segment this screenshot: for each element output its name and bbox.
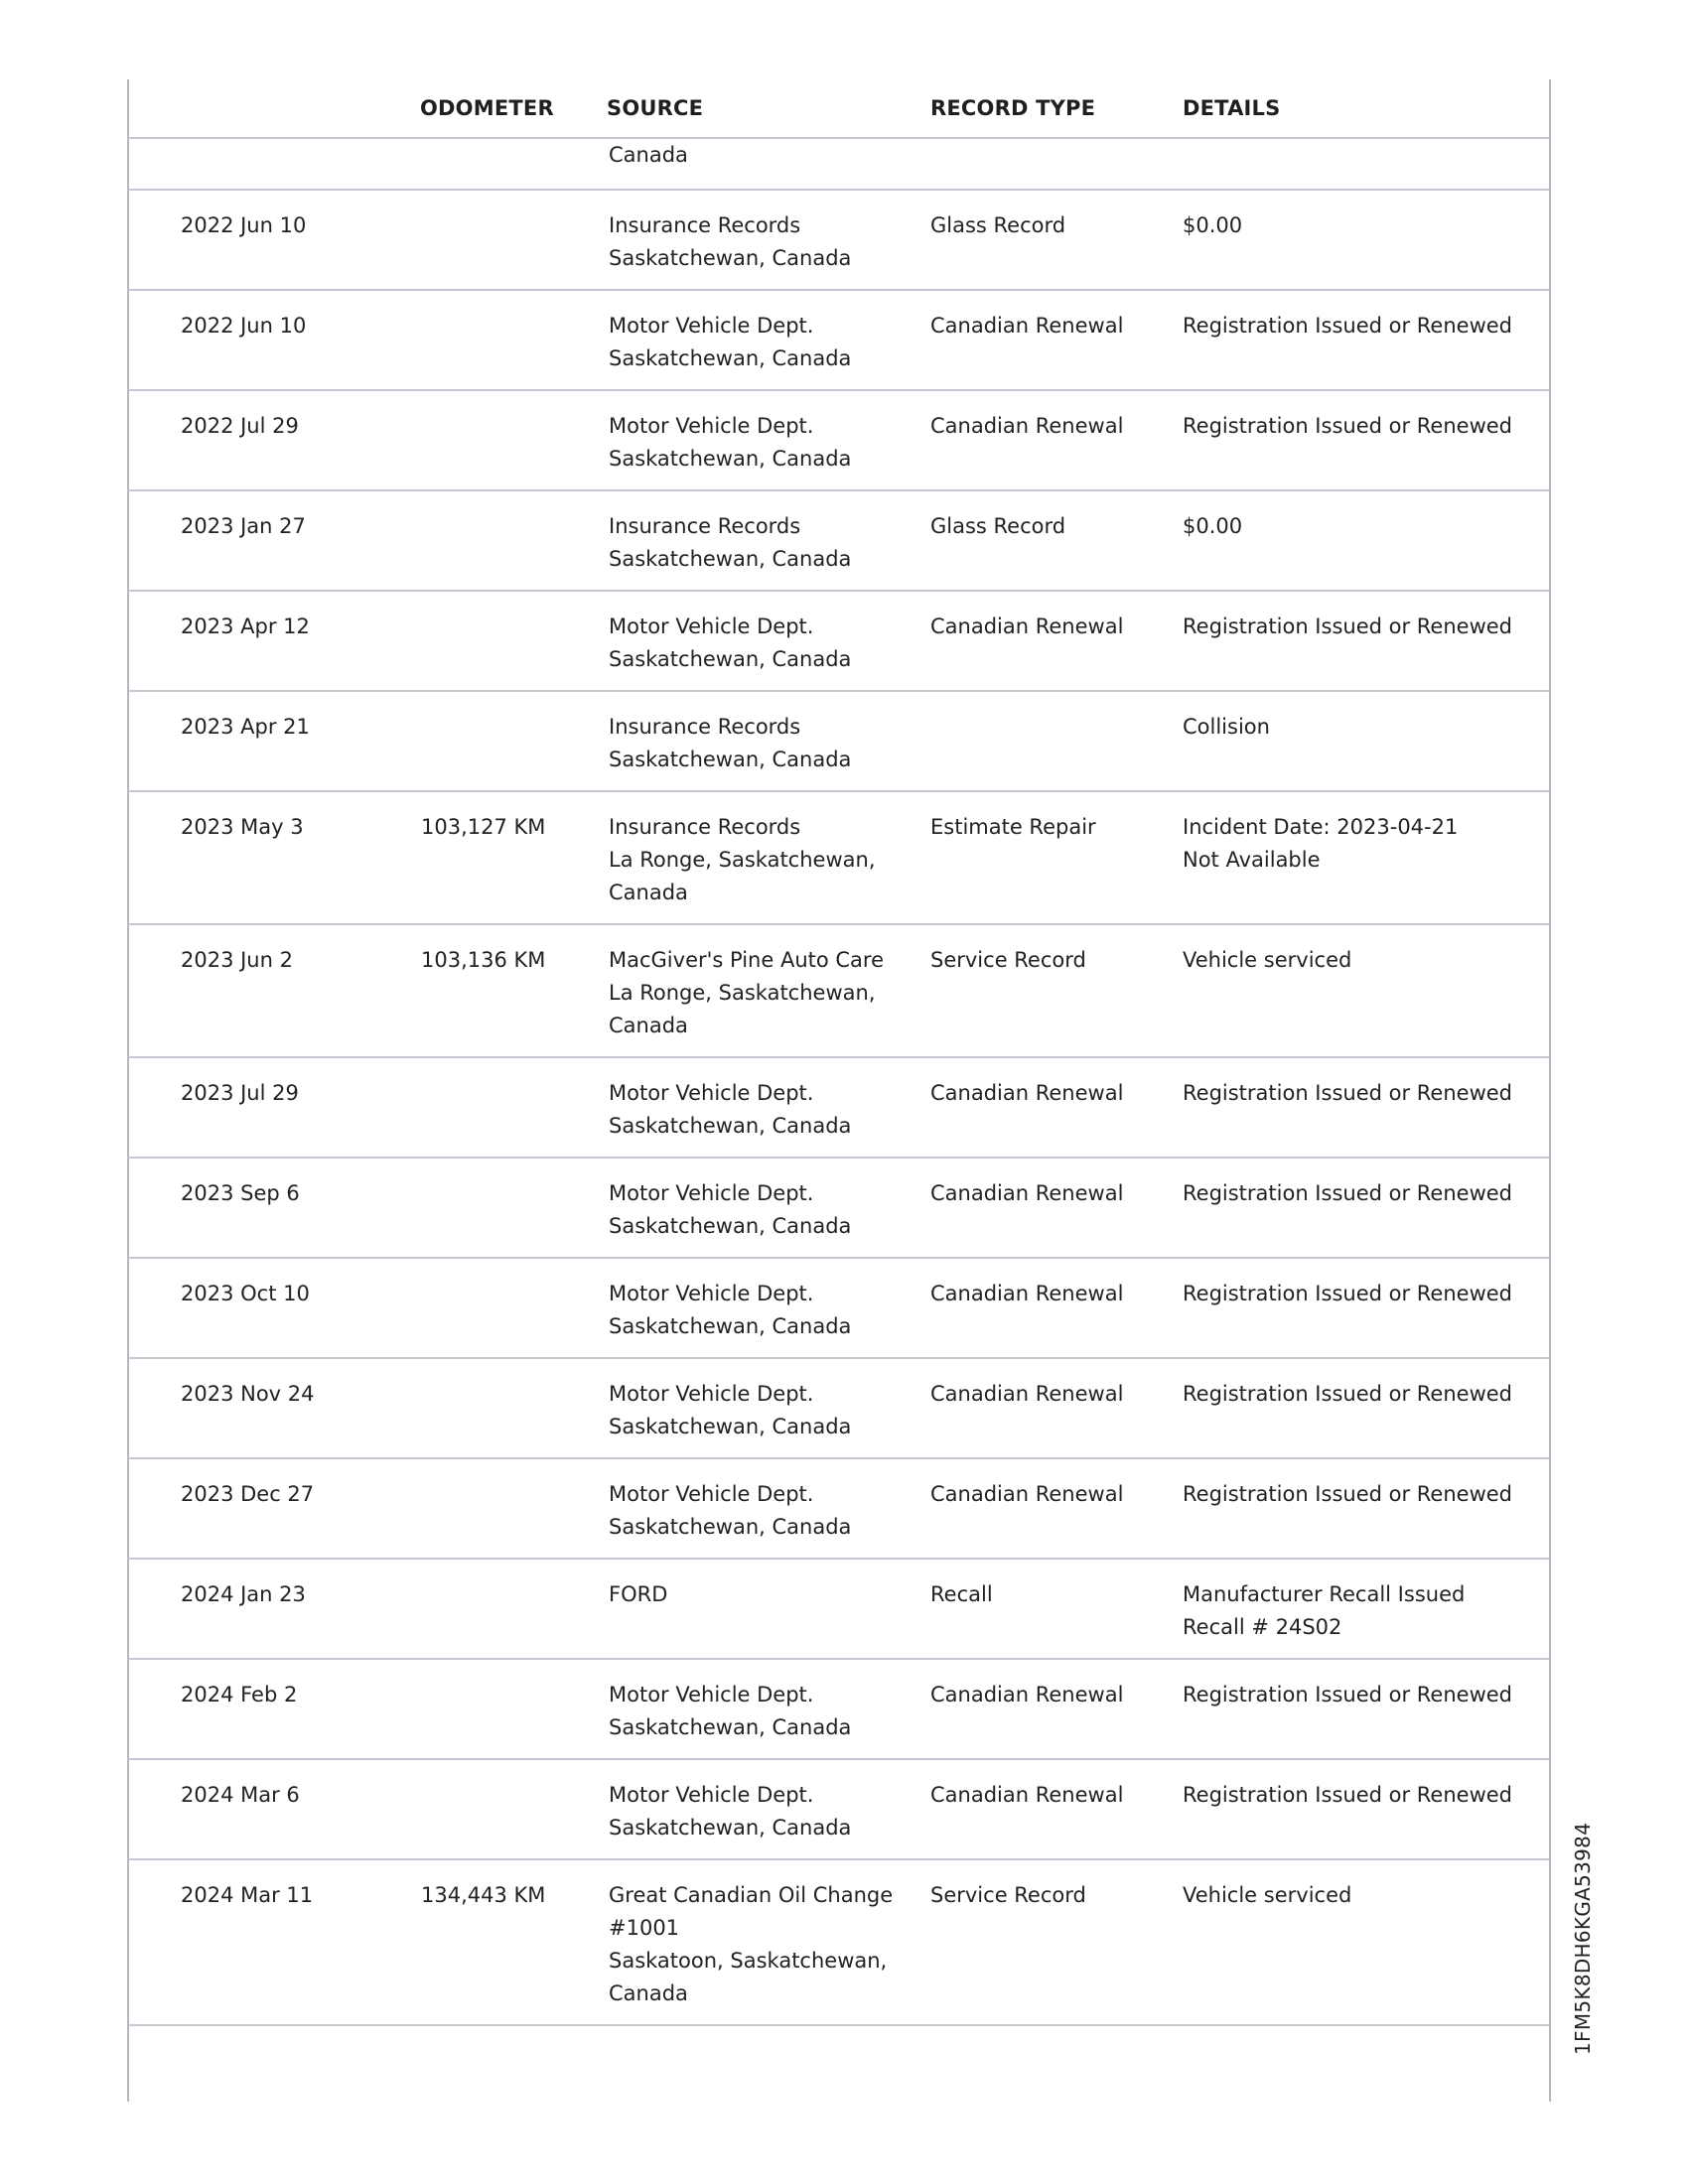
- source-cell: [609, 1879, 893, 2010]
- details-line: Registration Issued or Renewed: [1183, 1783, 1513, 1807]
- table-row: [128, 792, 1549, 925]
- record-type-cell: Canadian Renewal: [930, 414, 1124, 438]
- source-line: Great Canadian Oil Change: [609, 1883, 894, 1907]
- source-cell: [609, 811, 876, 909]
- table-row: [128, 1660, 1549, 1760]
- details-cell: [1183, 1679, 1512, 1711]
- date-cell: 2023 Apr 12: [181, 614, 310, 638]
- source-cell: [609, 139, 688, 172]
- details-line: Registration Issued or Renewed: [1183, 1282, 1513, 1305]
- details-cell: [1183, 510, 1242, 543]
- date-cell: 2023 Oct 10: [181, 1282, 310, 1305]
- details-cell: [1183, 1278, 1512, 1310]
- record-type-cell: Estimate Repair: [930, 815, 1096, 839]
- odometer-cell: 103,136 KM: [421, 948, 546, 972]
- record-type-cell: Glass Record: [930, 514, 1066, 538]
- table-row: [128, 692, 1549, 792]
- details-line: Manufacturer Recall Issued: [1183, 1582, 1466, 1606]
- details-cell: [1183, 1177, 1512, 1210]
- details-cell: [1183, 1779, 1512, 1812]
- details-line: Registration Issued or Renewed: [1183, 1181, 1513, 1205]
- date-cell: 2023 Apr 21: [181, 715, 310, 739]
- source-line: Motor Vehicle Dept.: [609, 314, 814, 338]
- details-cell: [1183, 209, 1242, 242]
- source-cell: [609, 611, 851, 676]
- details-line: Vehicle serviced: [1183, 1883, 1352, 1907]
- details-line: Registration Issued or Renewed: [1183, 1382, 1513, 1406]
- source-line: Canada: [609, 1014, 688, 1037]
- table-right-border: [1549, 79, 1551, 2102]
- details-cell: [1183, 811, 1458, 877]
- record-type-cell: Canadian Renewal: [930, 1482, 1124, 1506]
- table-row: [128, 491, 1549, 592]
- source-line: Motor Vehicle Dept.: [609, 1783, 814, 1807]
- details-line: Registration Issued or Renewed: [1183, 1683, 1513, 1706]
- details-line: Not Available: [1183, 848, 1321, 872]
- table-row: [128, 1459, 1549, 1560]
- record-type-cell: Glass Record: [930, 213, 1066, 237]
- date-cell: 2023 May 3: [181, 815, 304, 839]
- table-body: [128, 191, 1549, 2026]
- source-cell: [609, 1478, 851, 1544]
- column-header-details: DETAILS: [1183, 96, 1281, 120]
- details-cell: [1183, 410, 1512, 443]
- source-line: Saskatchewan, Canada: [609, 1515, 852, 1539]
- source-line: Saskatchewan, Canada: [609, 1214, 852, 1238]
- date-cell: 2022 Jul 29: [181, 414, 299, 438]
- source-line: Saskatchewan, Canada: [609, 1816, 852, 1840]
- source-cell: [609, 1278, 851, 1343]
- date-cell: 2023 Dec 27: [181, 1482, 315, 1506]
- table-row: [128, 925, 1549, 1058]
- details-line: Registration Issued or Renewed: [1183, 414, 1513, 438]
- source-cell: [609, 1077, 851, 1143]
- source-cell: [609, 209, 851, 275]
- record-type-cell: Canadian Renewal: [930, 1783, 1124, 1807]
- details-cell: [1183, 1578, 1465, 1644]
- source-line: Saskatchewan, Canada: [609, 1114, 852, 1138]
- table-row: [128, 1359, 1549, 1459]
- source-line: Insurance Records: [609, 715, 801, 739]
- source-line: Motor Vehicle Dept.: [609, 614, 814, 638]
- source-line: Saskatchewan, Canada: [609, 647, 852, 671]
- record-type-cell: Canadian Renewal: [930, 1683, 1124, 1706]
- date-cell: 2024 Mar 11: [181, 1883, 314, 1907]
- record-type-cell: Recall: [930, 1582, 993, 1606]
- source-line: FORD: [609, 1582, 668, 1606]
- details-line: Registration Issued or Renewed: [1183, 314, 1513, 338]
- source-line: MacGiver's Pine Auto Care: [609, 948, 885, 972]
- column-header-odometer: ODOMETER: [420, 96, 554, 120]
- details-line: Vehicle serviced: [1183, 948, 1352, 972]
- date-cell: 2023 Jan 27: [181, 514, 306, 538]
- history-table: [128, 79, 1549, 2026]
- source-line: Saskatchewan, Canada: [609, 748, 852, 771]
- source-cell: [609, 1378, 851, 1443]
- details-line: Registration Issued or Renewed: [1183, 1081, 1513, 1105]
- source-line: #1001: [609, 1916, 680, 1940]
- source-line: La Ronge, Saskatchewan,: [609, 981, 876, 1005]
- source-line: Saskatchewan, Canada: [609, 1314, 852, 1338]
- details-line: Registration Issued or Renewed: [1183, 614, 1513, 638]
- column-header-source: SOURCE: [607, 96, 704, 120]
- source-cell: [609, 1779, 851, 1844]
- source-line: Insurance Records: [609, 213, 801, 237]
- details-line: Incident Date: 2023-04-21: [1183, 815, 1459, 839]
- table-row: [128, 1058, 1549, 1159]
- table-row: [128, 391, 1549, 491]
- date-cell: 2024 Feb 2: [181, 1683, 298, 1706]
- source-cell: [609, 510, 851, 576]
- date-cell: 2023 Jul 29: [181, 1081, 299, 1105]
- date-cell: 2024 Mar 6: [181, 1783, 300, 1807]
- date-cell: 2023 Sep 6: [181, 1181, 300, 1205]
- details-line: $0.00: [1183, 213, 1243, 237]
- date-cell: 2023 Jun 2: [181, 948, 293, 972]
- details-line: Recall # 24S02: [1183, 1615, 1342, 1639]
- source-line: Saskatchewan, Canada: [609, 346, 852, 370]
- odometer-cell: 103,127 KM: [421, 815, 546, 839]
- source-line: Saskatchewan, Canada: [609, 547, 852, 571]
- source-line: Motor Vehicle Dept.: [609, 1683, 814, 1706]
- record-type-cell: Canadian Renewal: [930, 1382, 1124, 1406]
- record-type-cell: Canadian Renewal: [930, 1181, 1124, 1205]
- continued-row: [128, 139, 1549, 191]
- table-row: [128, 1259, 1549, 1359]
- source-cell: [609, 711, 851, 776]
- details-cell: [1183, 1077, 1512, 1110]
- source-line: Saskatchewan, Canada: [609, 246, 852, 270]
- details-cell: [1183, 1478, 1512, 1511]
- source-line: Insurance Records: [609, 815, 801, 839]
- source-line: Canada: [609, 143, 688, 167]
- record-type-cell: Service Record: [930, 1883, 1086, 1907]
- source-line: Motor Vehicle Dept.: [609, 1181, 814, 1205]
- table-row: [128, 1860, 1549, 2026]
- source-line: Motor Vehicle Dept.: [609, 1482, 814, 1506]
- vin-label: 1FM5K8DH6KGA53984: [1571, 1822, 1595, 2055]
- source-line: Canada: [609, 1981, 688, 2005]
- table-row: [128, 291, 1549, 391]
- source-line: Canada: [609, 881, 688, 904]
- source-line: La Ronge, Saskatchewan,: [609, 848, 876, 872]
- table-row: [128, 1560, 1549, 1660]
- date-cell: 2024 Jan 23: [181, 1582, 306, 1606]
- details-cell: [1183, 711, 1270, 744]
- date-cell: 2022 Jun 10: [181, 314, 307, 338]
- record-type-cell: Canadian Renewal: [930, 314, 1124, 338]
- details-cell: [1183, 944, 1351, 977]
- source-cell: [609, 1177, 851, 1243]
- odometer-cell: 134,443 KM: [421, 1883, 546, 1907]
- details-cell: [1183, 1879, 1351, 1912]
- details-cell: [1183, 611, 1512, 643]
- table-header: [128, 79, 1549, 139]
- source-line: Insurance Records: [609, 514, 801, 538]
- table-row: [128, 191, 1549, 291]
- record-type-cell: Canadian Renewal: [930, 614, 1124, 638]
- source-line: Saskatchewan, Canada: [609, 447, 852, 471]
- date-cell: 2022 Jun 10: [181, 213, 307, 237]
- source-line: Motor Vehicle Dept.: [609, 1282, 814, 1305]
- details-line: Collision: [1183, 715, 1270, 739]
- source-cell: [609, 944, 884, 1042]
- table-row: [128, 1159, 1549, 1259]
- source-line: Motor Vehicle Dept.: [609, 1081, 814, 1105]
- record-type-cell: Service Record: [930, 948, 1086, 972]
- table-row: [128, 592, 1549, 692]
- record-type-cell: Canadian Renewal: [930, 1081, 1124, 1105]
- details-cell: [1183, 310, 1512, 342]
- table-row: [128, 1760, 1549, 1860]
- record-type-cell: Canadian Renewal: [930, 1282, 1124, 1305]
- date-cell: 2023 Nov 24: [181, 1382, 315, 1406]
- details-cell: [1183, 1378, 1512, 1411]
- source-cell: [609, 1578, 667, 1611]
- source-cell: [609, 1679, 851, 1744]
- source-line: Saskatchewan, Canada: [609, 1415, 852, 1438]
- source-line: Motor Vehicle Dept.: [609, 1382, 814, 1406]
- source-cell: [609, 310, 851, 375]
- source-line: Saskatchewan, Canada: [609, 1715, 852, 1739]
- source-line: Saskatoon, Saskatchewan,: [609, 1949, 888, 1973]
- details-line: $0.00: [1183, 514, 1243, 538]
- source-line: Motor Vehicle Dept.: [609, 414, 814, 438]
- column-header-record-type: RECORD TYPE: [930, 96, 1096, 120]
- details-line: Registration Issued or Renewed: [1183, 1482, 1513, 1506]
- source-cell: [609, 410, 851, 476]
